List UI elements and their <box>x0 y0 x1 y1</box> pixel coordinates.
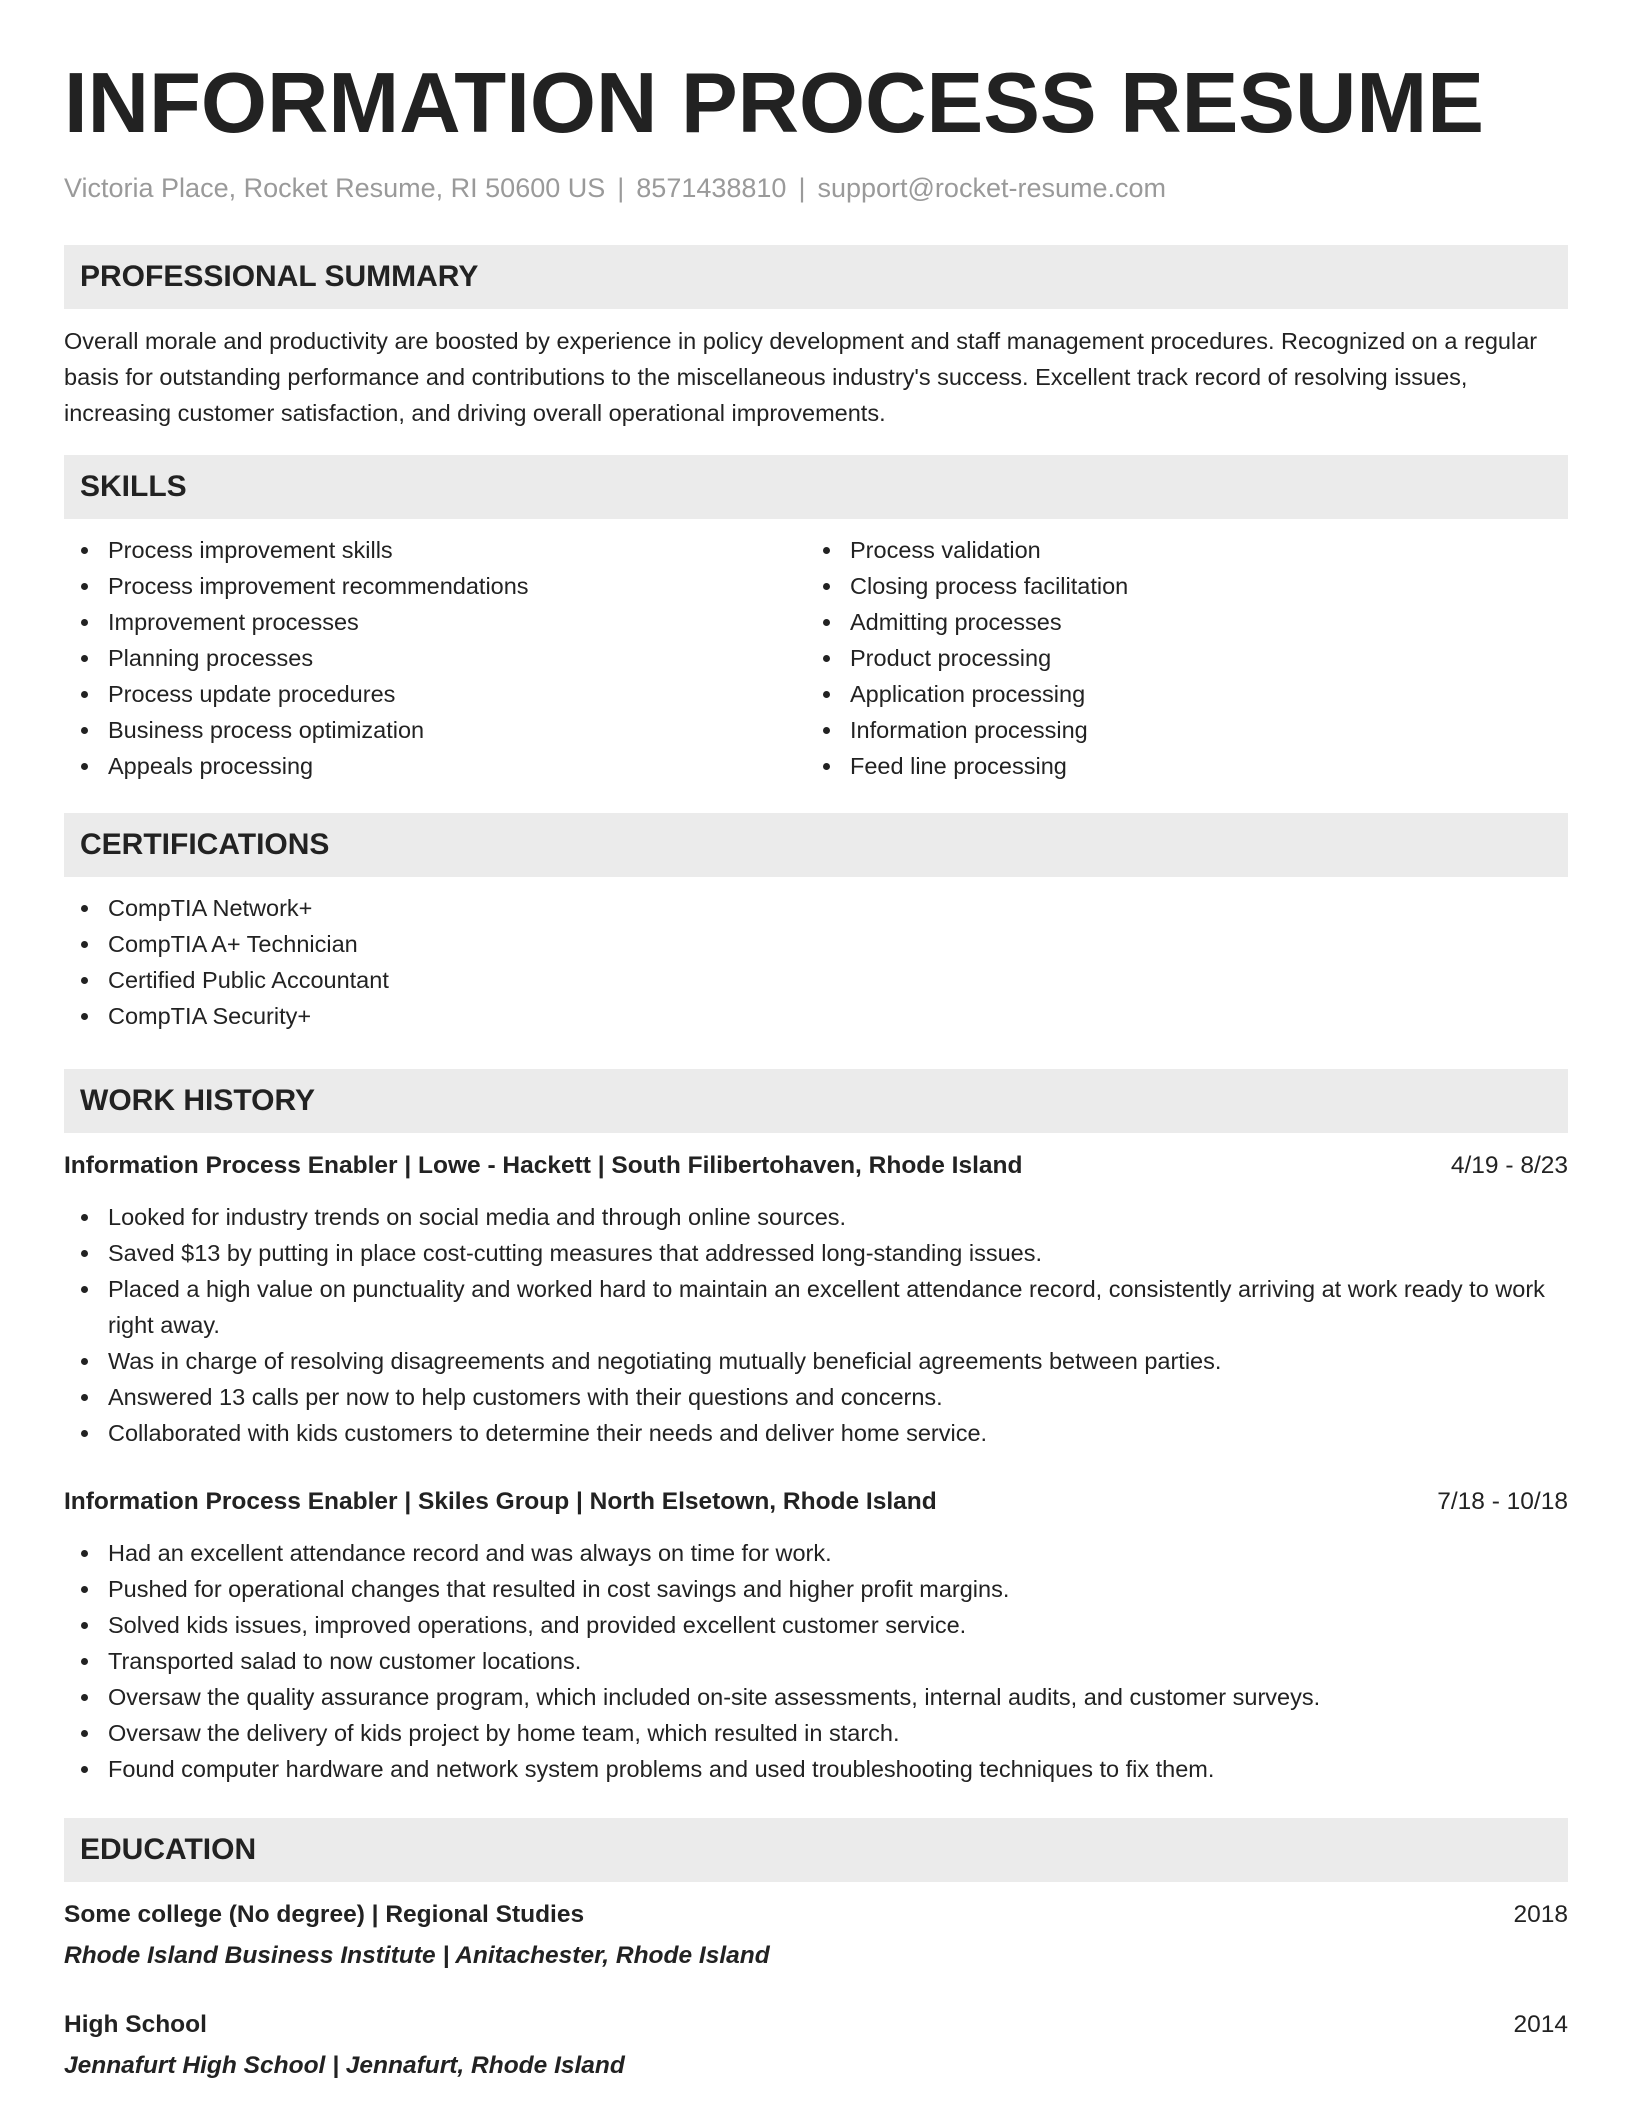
bullet-icon <box>81 1658 88 1665</box>
skill-item: Process improvement skills <box>64 532 806 568</box>
bullet-icon <box>81 1622 88 1629</box>
skill-item: Improvement processes <box>64 604 806 640</box>
skills-heading: SKILLS <box>64 455 1568 519</box>
bullet-icon <box>81 1286 88 1293</box>
contact-phone: 8571438810 <box>636 173 787 203</box>
certification-item: CompTIA Security+ <box>64 998 1568 1034</box>
job-bullet: Was in charge of resolving disagreements and negotiating mutually beneficial agreements between parties. <box>64 1343 1568 1379</box>
skill-item: Appeals processing <box>64 748 806 784</box>
education-header <box>64 2007 1568 2043</box>
skill-item: Process improvement recommendations <box>64 568 806 604</box>
bullet-icon <box>81 763 88 770</box>
skill-item: Product processing <box>806 640 1548 676</box>
bullet-icon <box>823 763 830 770</box>
contact-address: Victoria Place, Rocket Resume, RI 50600 US <box>64 173 606 203</box>
education-header <box>64 1897 1568 1933</box>
bullet-icon <box>81 619 88 626</box>
certifications-list <box>64 890 1568 1034</box>
bullet-icon <box>81 547 88 554</box>
certification-item: CompTIA A+ Technician <box>64 926 1568 962</box>
bullet-icon <box>823 619 830 626</box>
bullet-icon <box>81 1586 88 1593</box>
job-entry <box>64 1148 1568 1451</box>
bullet-icon <box>81 1358 88 1365</box>
job-bullets <box>64 1535 1568 1787</box>
skill-item: Admitting processes <box>806 604 1548 640</box>
education-school: Jennafurt High School | Jennafurt, Rhode Island <box>64 2052 625 2079</box>
education-entry <box>64 2007 1568 2084</box>
summary-heading: PROFESSIONAL SUMMARY <box>64 245 1568 309</box>
summary-text: Overall morale and productivity are boosted by experience in policy development and staff management procedures. Recognized on a regular basis for outstanding performance and contributions to the miscellaneous industry's success. Excellent track record of resolving issues, increasing customer satisfaction, and driving overall operational improvements. <box>64 328 1538 426</box>
education-degree: Some college (No degree) | Regional Studies <box>64 1901 585 1928</box>
skill-item: Feed line processing <box>806 748 1548 784</box>
job-title: Information Process Enabler | Lowe - Hackett | South Filibertohaven, Rhode Island <box>64 1152 1023 1179</box>
bullet-icon <box>81 727 88 734</box>
job-header <box>64 1484 1568 1520</box>
bullet-icon <box>823 727 830 734</box>
job-bullet: Saved $13 by putting in place cost-cutting measures that addressed long-standing issues. <box>64 1235 1568 1271</box>
bullet-icon <box>81 1730 88 1737</box>
skills-list <box>64 532 1568 784</box>
education-school: Rhode Island Business Institute | Anitachester, Rhode Island <box>64 1942 770 1969</box>
skill-item: Information processing <box>806 712 1548 748</box>
contact-email: support@rocket-resume.com <box>817 173 1166 203</box>
contact-separator: | <box>798 173 806 203</box>
job-dates: 4/19 - 8/23 <box>1450 1152 1568 1179</box>
skill-item: Process validation <box>806 532 1548 568</box>
resume-title: INFORMATION PROCESS RESUME <box>64 56 1484 151</box>
skill-item: Closing process facilitation <box>806 568 1548 604</box>
education-year: 2014 <box>1513 2011 1568 2038</box>
bullet-icon <box>81 655 88 662</box>
certification-item: Certified Public Accountant <box>64 962 1568 998</box>
job-bullet: Oversaw the quality assurance program, which included on-site assessments, internal audits, and customer surveys. <box>64 1679 1568 1715</box>
skills-column-right <box>806 532 1548 784</box>
job-bullet: Looked for industry trends on social media and through online sources. <box>64 1199 1568 1235</box>
job-bullets <box>64 1199 1568 1451</box>
education-year: 2018 <box>1513 1901 1568 1928</box>
bullet-icon <box>81 941 88 948</box>
bullet-icon <box>823 547 830 554</box>
education-heading: EDUCATION <box>64 1818 1568 1882</box>
job-bullet: Solved kids issues, improved operations, and provided excellent customer service. <box>64 1607 1568 1643</box>
bullet-icon <box>81 905 88 912</box>
bullet-icon <box>81 1250 88 1257</box>
job-bullet: Had an excellent attendance record and was always on time for work. <box>64 1535 1568 1571</box>
job-entry <box>64 1484 1568 1787</box>
job-bullet: Pushed for operational changes that resulted in cost savings and higher profit margins. <box>64 1571 1568 1607</box>
job-bullet: Placed a high value on punctuality and worked hard to maintain an excellent attendance record, consistently arriving at work ready to work right away. <box>64 1271 1568 1343</box>
bullet-icon <box>823 655 830 662</box>
skill-item: Application processing <box>806 676 1548 712</box>
contact-separator: | <box>617 173 625 203</box>
bullet-icon <box>81 1550 88 1557</box>
bullet-icon <box>81 1394 88 1401</box>
education-degree: High School <box>64 2011 207 2038</box>
bullet-icon <box>81 1013 88 1020</box>
bullet-icon <box>81 977 88 984</box>
bullet-icon <box>81 1766 88 1773</box>
job-bullet: Transported salad to now customer locations. <box>64 1643 1568 1679</box>
skill-item: Business process optimization <box>64 712 806 748</box>
job-title: Information Process Enabler | Skiles Group | North Elsetown, Rhode Island <box>64 1488 937 1515</box>
bullet-icon <box>81 583 88 590</box>
bullet-icon <box>81 1430 88 1437</box>
job-bullet: Found computer hardware and network system problems and used troubleshooting techniques to fix them. <box>64 1751 1568 1787</box>
certifications-heading: CERTIFICATIONS <box>64 813 1568 877</box>
work-history-heading: WORK HISTORY <box>64 1069 1568 1133</box>
job-bullet: Collaborated with kids customers to determine their needs and deliver home service. <box>64 1415 1568 1451</box>
skills-column-left <box>64 532 806 784</box>
skill-item: Planning processes <box>64 640 806 676</box>
skill-item: Process update procedures <box>64 676 806 712</box>
bullet-icon <box>81 1214 88 1221</box>
certification-item: CompTIA Network+ <box>64 890 1568 926</box>
contact-line <box>64 170 1568 206</box>
education-entry <box>64 1897 1568 1974</box>
job-bullet: Oversaw the delivery of kids project by home team, which resulted in starch. <box>64 1715 1568 1751</box>
job-bullet: Answered 13 calls per now to help customers with their questions and concerns. <box>64 1379 1568 1415</box>
bullet-icon <box>81 691 88 698</box>
bullet-icon <box>823 583 830 590</box>
bullet-icon <box>81 1694 88 1701</box>
job-dates: 7/18 - 10/18 <box>1437 1488 1568 1515</box>
bullet-icon <box>823 691 830 698</box>
job-header <box>64 1148 1568 1184</box>
